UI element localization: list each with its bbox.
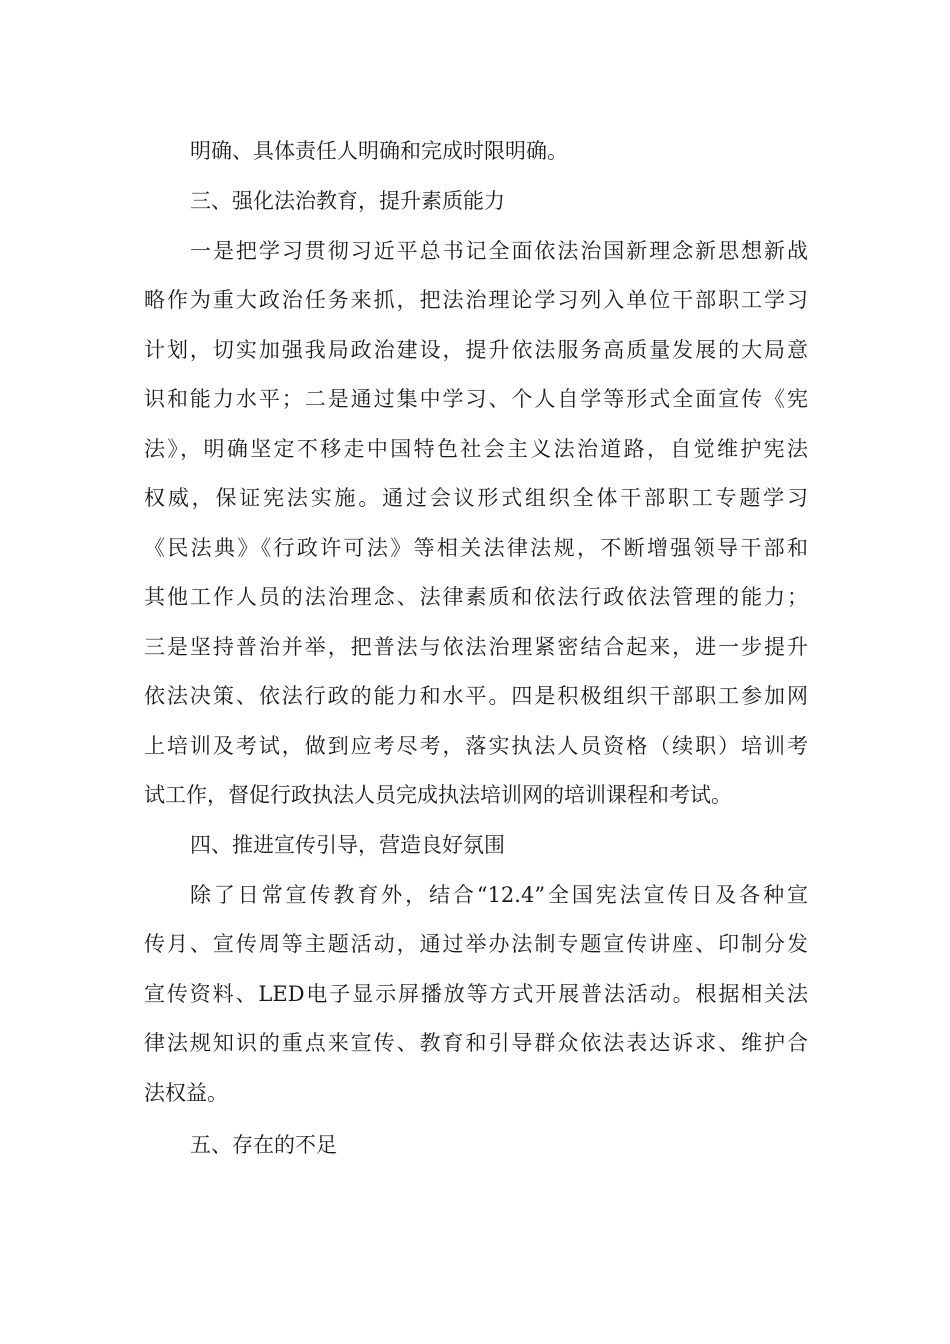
paragraph-line: 《民法典》《行政许可法》等相关法律法规，不断增强领导干部和	[144, 536, 808, 560]
paragraph-line: 法权益。	[144, 1081, 228, 1105]
paragraph-line: 依法决策、依法行政的能力和水平。四是积极组织干部职工参加网	[144, 684, 808, 708]
paragraph-line: 计划，切实加强我局政治建设，提升依法服务高质量发展的大局意	[144, 338, 808, 362]
paragraph-line: 略作为重大政治任务来抓，把法治理论学习列入单位干部职工学习	[144, 288, 808, 312]
paragraph-line: 识和能力水平；二是通过集中学习、个人自学等形式全面宣传《宪	[144, 387, 808, 411]
paragraph-line: 上培训及考试，做到应考尽考，落实执法人员资格（续职）培训考	[144, 734, 808, 758]
section-heading: 四、推进宣传引导，营造良好氛围	[190, 833, 505, 857]
paragraph-line: 其他工作人员的法治理念、法律素质和依法行政依法管理的能力；	[144, 585, 808, 609]
paragraph-line: 一是把学习贯彻习近平总书记全面依法治国新理念新思想新战	[190, 239, 808, 263]
paragraph-line: 除了日常宣传教育外，结合“12.4”全国宪法宣传日及各种宣	[190, 883, 808, 907]
paragraph-line: 三是坚持普治并举，把普法与依法治理紧密结合起来，进一步提升	[144, 635, 808, 659]
paragraph-line: 宣传资料、LED电子显示屏播放等方式开展普法活动。根据相关法	[144, 982, 808, 1006]
paragraph-line: 明确、具体责任人明确和完成时限明确。	[190, 139, 568, 163]
section-heading: 三、强化法治教育，提升素质能力	[190, 189, 505, 213]
paragraph-line: 法》，明确坚定不移走中国特色社会主义法治道路，自觉维护宪法	[144, 437, 808, 461]
paragraph-line: 传月、宣传周等主题活动，通过举办法制专题宣传讲座、印制分发	[144, 932, 808, 956]
section-heading: 五、存在的不足	[190, 1133, 337, 1157]
paragraph-line: 试工作，督促行政执法人员完成执法培训网的培训课程和考试。	[144, 783, 732, 807]
paragraph-line: 权威，保证宪法实施。通过会议形式组织全体干部职工专题学习	[144, 486, 808, 510]
paragraph-line: 律法规知识的重点来宣传、教育和引导群众依法表达诉求、维护合	[144, 1031, 808, 1055]
